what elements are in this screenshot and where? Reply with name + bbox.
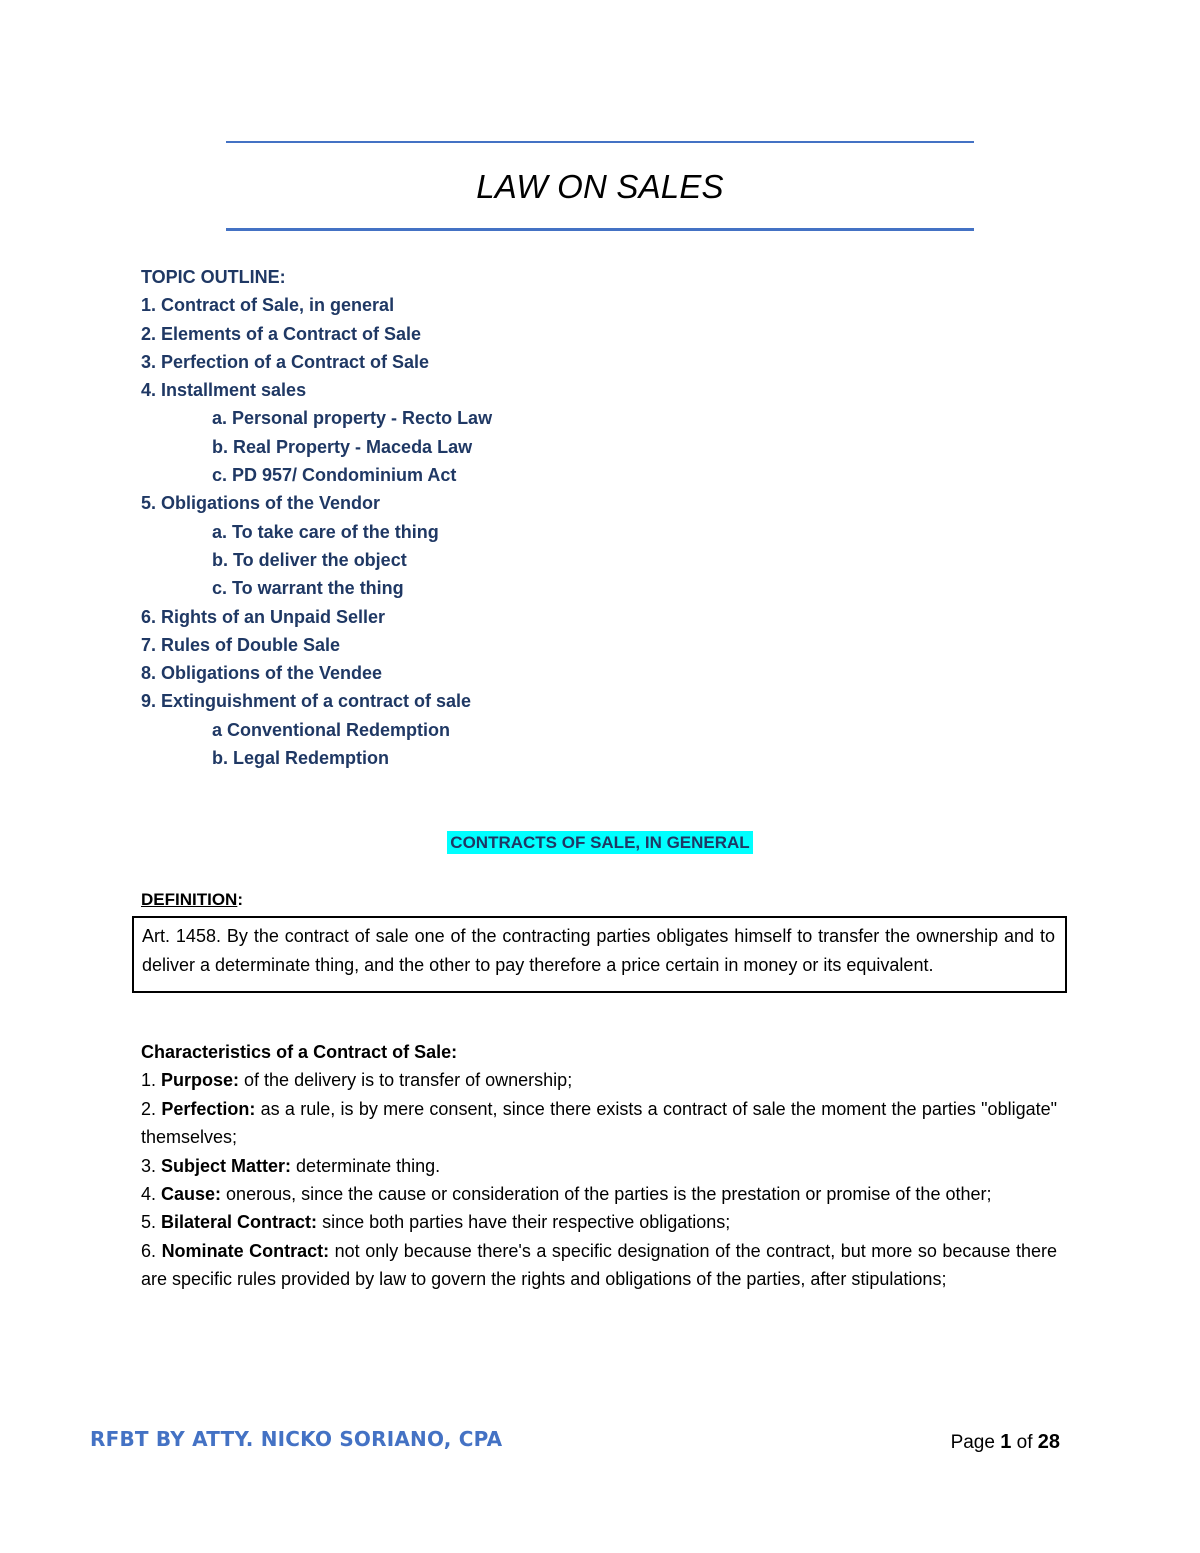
characteristic-text: since both parties have their respective obligations;	[317, 1212, 731, 1233]
outline-item: 6. Rights of an Unpaid Seller	[141, 606, 386, 627]
characteristic-item	[141, 1152, 1057, 1180]
definition-box: Art. 1458. By the contract of sale one of the contracting parties obligates himself to transfer the ownership and to deliver a determinate thing, and the other to pay therefore a price certain in money or its equivalent.	[132, 916, 1067, 993]
characteristic-text: onerous, since the cause or consideration of the parties is the prestation or promise of the other;	[221, 1184, 992, 1205]
outline-item: 2. Elements of a Contract of Sale	[141, 323, 422, 344]
outline-subitem: c. To warrant the thing	[212, 578, 404, 599]
characteristic-number: 2.	[141, 1098, 162, 1119]
page-current: 1	[1000, 1431, 1012, 1453]
title-rule-top	[226, 141, 974, 143]
characteristics-section	[141, 1038, 1057, 1294]
characteristic-term: Purpose:	[161, 1070, 240, 1091]
outline-item: 7. Rules of Double Sale	[141, 634, 341, 655]
outline-item: 9. Extinguishment of a contract of sale	[141, 691, 472, 712]
outline-subitem: b. To deliver the object	[212, 549, 407, 570]
footer-brand: RFBT BY ATTY. NICKO SORIANO, CPA	[90, 1427, 503, 1451]
characteristic-item	[141, 1180, 1057, 1208]
characteristic-term: Cause:	[161, 1184, 222, 1205]
characteristic-number: 5.	[141, 1212, 162, 1233]
characteristic-number: 3.	[141, 1155, 162, 1176]
outline-item: 1. Contract of Sale, in general	[141, 295, 395, 316]
page-total: 28	[1037, 1431, 1060, 1453]
characteristic-number: 1.	[141, 1070, 162, 1091]
characteristic-item	[141, 1208, 1057, 1236]
outline-subitem: a Conventional Redemption	[212, 719, 451, 740]
page-prefix: Page	[950, 1432, 1001, 1453]
characteristic-text: not only because there's a specific designation of the contract, but more so because there are specific rules provided by law to govern the rights and obligations of the parties, after stipulations;	[141, 1240, 1058, 1290]
characteristic-term: Nominate Contract:	[161, 1240, 330, 1261]
characteristic-number: 6.	[141, 1240, 162, 1261]
characteristic-text: as a rule, is by mere consent, since there exists a contract of sale the moment the parties "obligate" themselves;	[141, 1098, 1057, 1148]
outline-item: 8. Obligations of the Vendee	[141, 663, 383, 684]
characteristic-item	[141, 1066, 1057, 1094]
page-of: of	[1011, 1432, 1038, 1453]
outline-subitem: a. To take care of the thing	[212, 521, 439, 542]
characteristic-item	[141, 1095, 1057, 1152]
section-heading-text: CONTRACTS OF SALE, IN GENERAL	[447, 831, 752, 854]
characteristic-number: 4.	[141, 1184, 162, 1205]
outline-subitem: b. Real Property - Maceda Law	[212, 436, 473, 457]
characteristic-term: Subject Matter:	[161, 1155, 292, 1176]
document-title: LAW ON SALES	[476, 168, 724, 205]
definition-label-text: DEFINITION	[141, 890, 238, 909]
outline-subitem: c. PD 957/ Condominium Act	[212, 465, 457, 486]
section-heading	[0, 833, 1200, 853]
outline-item: 4. Installment sales	[141, 380, 307, 401]
topic-outline	[141, 263, 492, 772]
characteristic-text: determinate thing.	[291, 1155, 441, 1176]
characteristic-term: Perfection:	[161, 1098, 256, 1119]
definition-colon: :	[237, 890, 244, 909]
outline-item: 3. Perfection of a Contract of Sale	[141, 351, 430, 372]
outline-subitem: a. Personal property - Recto Law	[212, 408, 493, 429]
outline-subitem: b. Legal Redemption	[212, 748, 390, 769]
characteristic-item	[141, 1237, 1057, 1294]
title-rule-bottom	[226, 228, 974, 231]
page-indicator	[951, 1431, 1060, 1454]
characteristic-term: Bilateral Contract:	[161, 1212, 318, 1233]
characteristic-text: of the delivery is to transfer of ownership;	[239, 1070, 573, 1091]
definition-label	[141, 890, 243, 910]
characteristics-title: Characteristics of a Contract of Sale:	[141, 1042, 458, 1062]
outline-heading: TOPIC OUTLINE:	[141, 267, 286, 287]
outline-item: 5. Obligations of the Vendor	[141, 493, 381, 514]
